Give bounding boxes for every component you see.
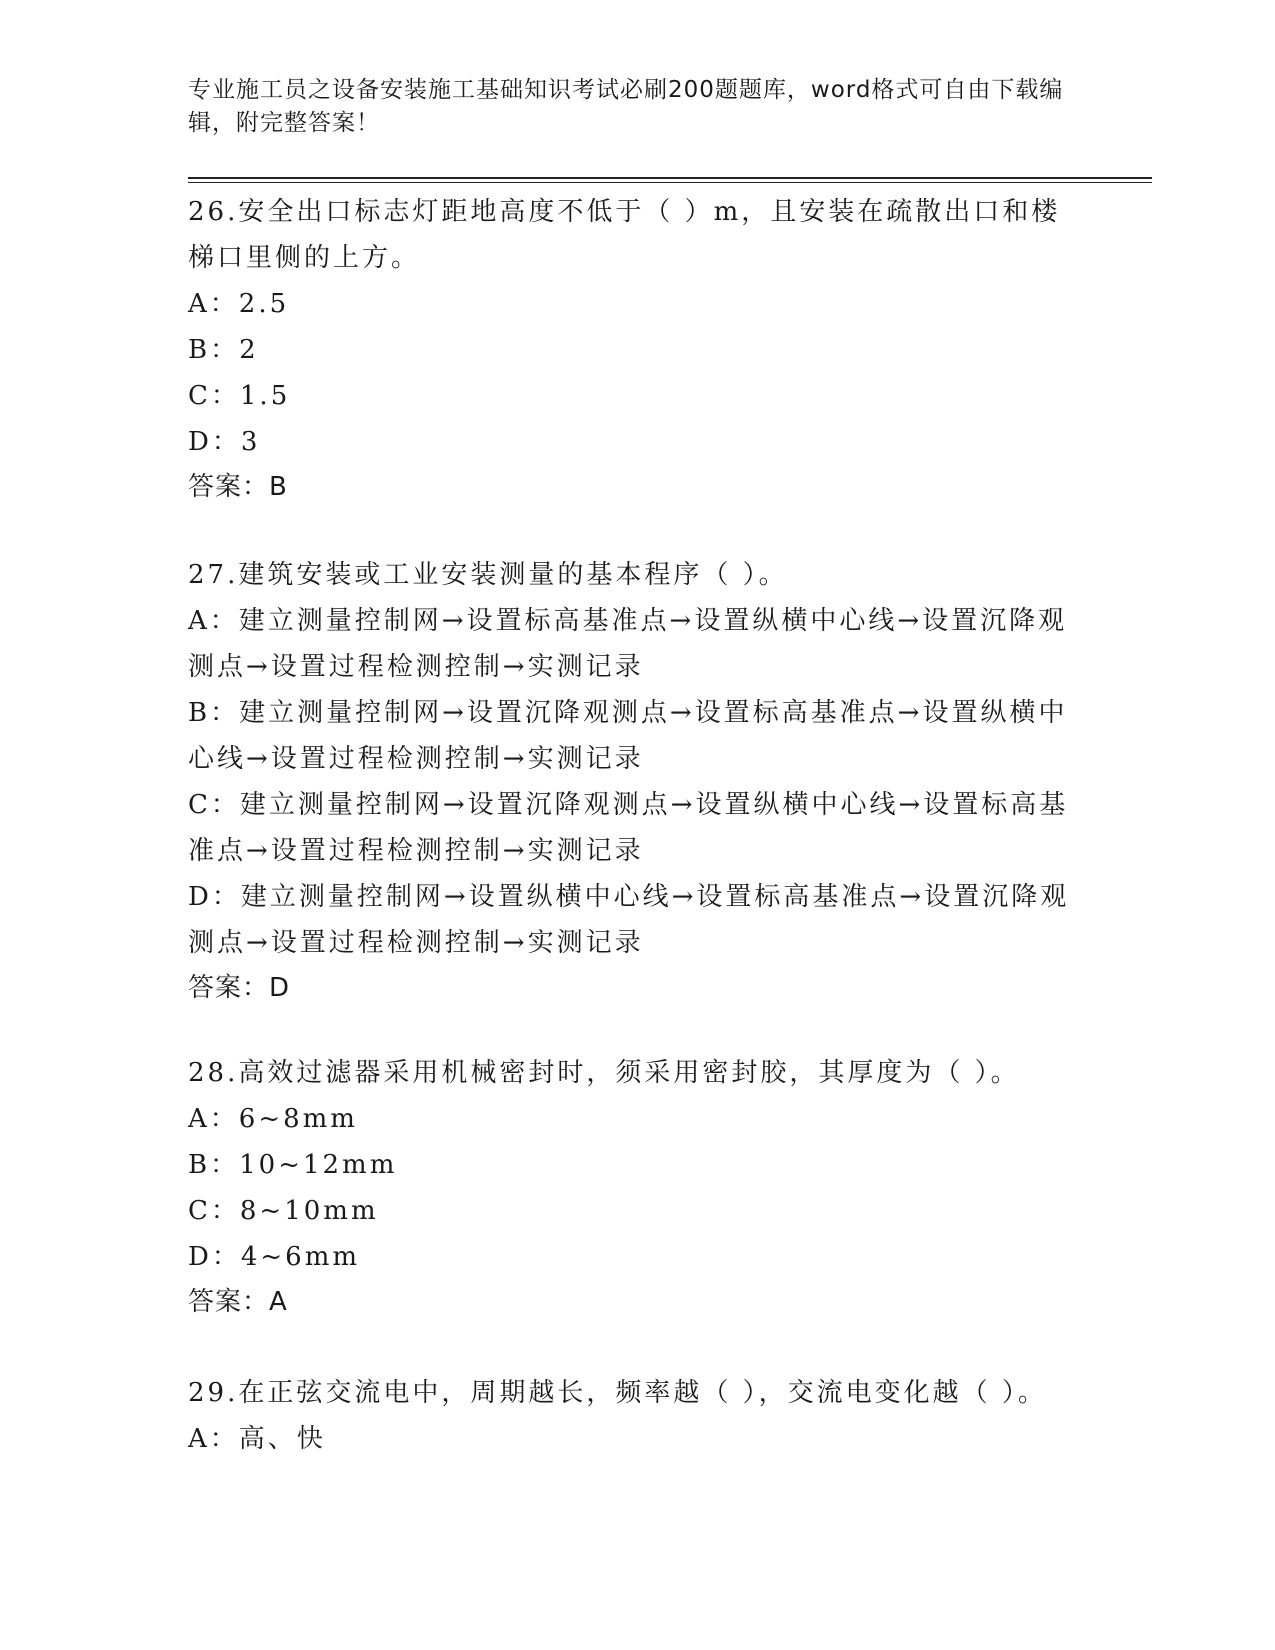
question-26 [188,189,1088,509]
option-c: C：建立测量控制网→设置沉降观测点→设置纵横中心线→设置标高基准点→设置过程检测控制→实测记录 [188,790,1069,866]
answer: 答案：A [188,1287,288,1317]
option-b: B：10~12mm [188,1150,398,1180]
header-divider-thin [188,182,1152,183]
question-stem: 28.高效过滤器采用机械密封时，须采用密封胶，其厚度为（ ）。 [188,1058,1020,1088]
option-d: D：建立测量控制网→设置纵横中心线→设置标高基准点→设置沉降观测点→设置过程检测控制→实测记录 [188,882,1070,958]
question-stem: 29.在正弦交流电中，周期越长，频率越（ ），交流电变化越（ ）。 [188,1378,1047,1408]
option-a: A：2.5 [188,289,290,319]
question-28 [188,1050,1088,1324]
option-a: A：6~8mm [188,1104,358,1134]
option-c: C：8~10mm [188,1196,379,1226]
option-a: A：建立测量控制网→设置标高基准点→设置纵横中心线→设置沉降观测点→设置过程检测控制→实测记录 [188,606,1068,682]
question-27 [188,552,1088,1010]
header-divider [188,177,1152,179]
option-d: D：4~6mm [188,1242,361,1272]
question-29 [188,1370,1088,1462]
question-stem: 27.建筑安装或工业安装测量的基本程序（ ）。 [188,560,788,590]
question-stem: 26.安全出口标志灯距地高度不低于（ ）m，且安装在疏散出口和楼梯口里侧的上方。 [188,197,1061,273]
option-b: B：建立测量控制网→设置沉降观测点→设置标高基准点→设置纵横中心线→设置过程检测控制→实测记录 [188,698,1068,774]
answer: 答案：B [188,472,288,502]
option-c: C：1.5 [188,381,291,411]
option-b: B：2 [188,335,259,365]
option-a: A：高、快 [188,1424,326,1454]
answer: 答案：D [188,973,291,1003]
option-d: D：3 [188,427,261,457]
document-header: 专业施工员之设备安装施工基础知识考试必刷200题题库，word格式可自由下载编辑，附完整答案！ [188,77,1064,136]
